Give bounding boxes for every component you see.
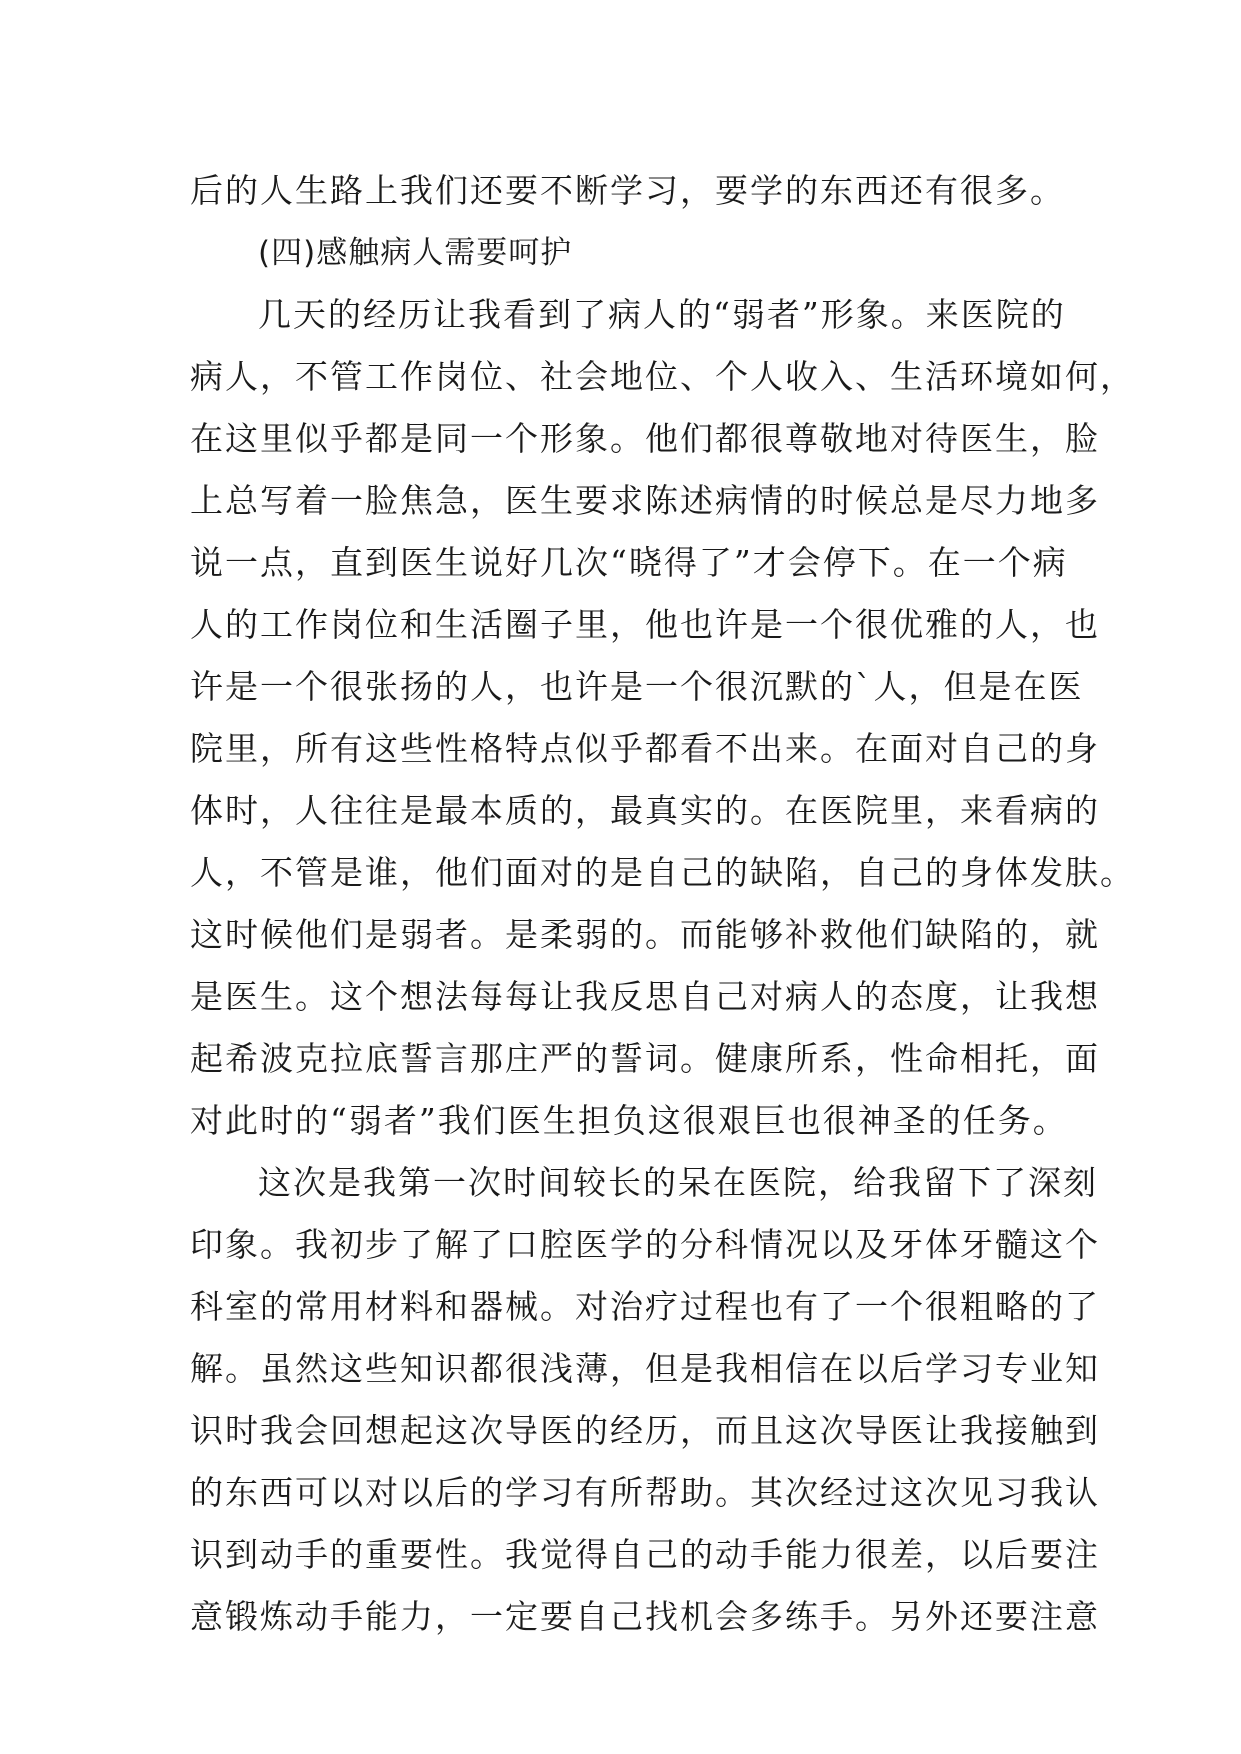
text-line: 上总写着一脸焦急，医生要求陈述病情的时候总是尽力地多 <box>190 481 1100 520</box>
text-line: 几天的经历让我看到了病人的“弱者”形象。来医院的 <box>258 295 1066 334</box>
text-line: 后的人生路上我们还要不断学习，要学的东西还有很多。 <box>190 171 1065 210</box>
paragraph-summary <box>190 1152 1100 1648</box>
text-line: 解。虽然这些知识都很浅薄，但是我相信在以后学习专业知 <box>190 1349 1100 1388</box>
text-line: 起希波克拉底誓言那庄严的誓词。健康所系，性命相托，面 <box>190 1039 1100 1078</box>
paragraph-patients <box>190 284 1135 1152</box>
text-line: 意锻炼动手能力，一定要自己找机会多练手。另外还要注意 <box>190 1597 1100 1636</box>
text-line: 体时，人往往是最本质的，最真实的。在医院里，来看病的 <box>190 791 1100 830</box>
text-line: 人，不管是谁，他们面对的是自己的缺陷，自己的身体发肤。 <box>190 853 1135 892</box>
text-line: 对此时的“弱者”我们医生担负这很艰巨也很神圣的任务。 <box>190 1101 1068 1140</box>
text-line: 识时我会回想起这次导医的经历，而且这次导医让我接触到 <box>190 1411 1100 1450</box>
text-line: 是医生。这个想法每每让我反思自己对病人的态度，让我想 <box>190 977 1100 1016</box>
text-line: 人的工作岗位和生活圈子里，他也许是一个很优雅的人，也 <box>190 605 1100 644</box>
text-line: 识到动手的重要性。我觉得自己的动手能力很差，以后要注 <box>190 1535 1100 1574</box>
text-line: 这次是我第一次时间较长的呆在医院，给我留下了深刻 <box>258 1163 1098 1202</box>
text-line: 这时候他们是弱者。是柔弱的。而能够补救他们缺陷的，就 <box>190 915 1100 954</box>
text-line: 说一点，直到医生说好几次“晓得了”才会停下。在一个病 <box>190 543 1068 582</box>
text-line: 印象。我初步了解了口腔医学的分科情况以及牙体牙髓这个 <box>190 1225 1100 1264</box>
text-line: 科室的常用材料和器械。对治疗过程也有了一个很粗略的了 <box>190 1287 1100 1326</box>
text-line: 病人，不管工作岗位、社会地位、个人收入、生活环境如何， <box>190 357 1135 396</box>
section-heading: (四)感触病人需要呵护 <box>258 235 573 271</box>
text-line: 在这里似乎都是同一个形象。他们都很尊敬地对待医生，脸 <box>190 419 1100 458</box>
document-body <box>190 160 1135 1648</box>
paragraph-continued <box>190 160 1070 222</box>
text-line: 院里，所有这些性格特点似乎都看不出来。在面对自己的身 <box>190 729 1100 768</box>
text-line: 许是一个很张扬的人，也许是一个很沉默的`人，但是在医 <box>190 667 1084 706</box>
text-line: 的东西可以对以后的学习有所帮助。其次经过这次见习我认 <box>190 1473 1100 1512</box>
